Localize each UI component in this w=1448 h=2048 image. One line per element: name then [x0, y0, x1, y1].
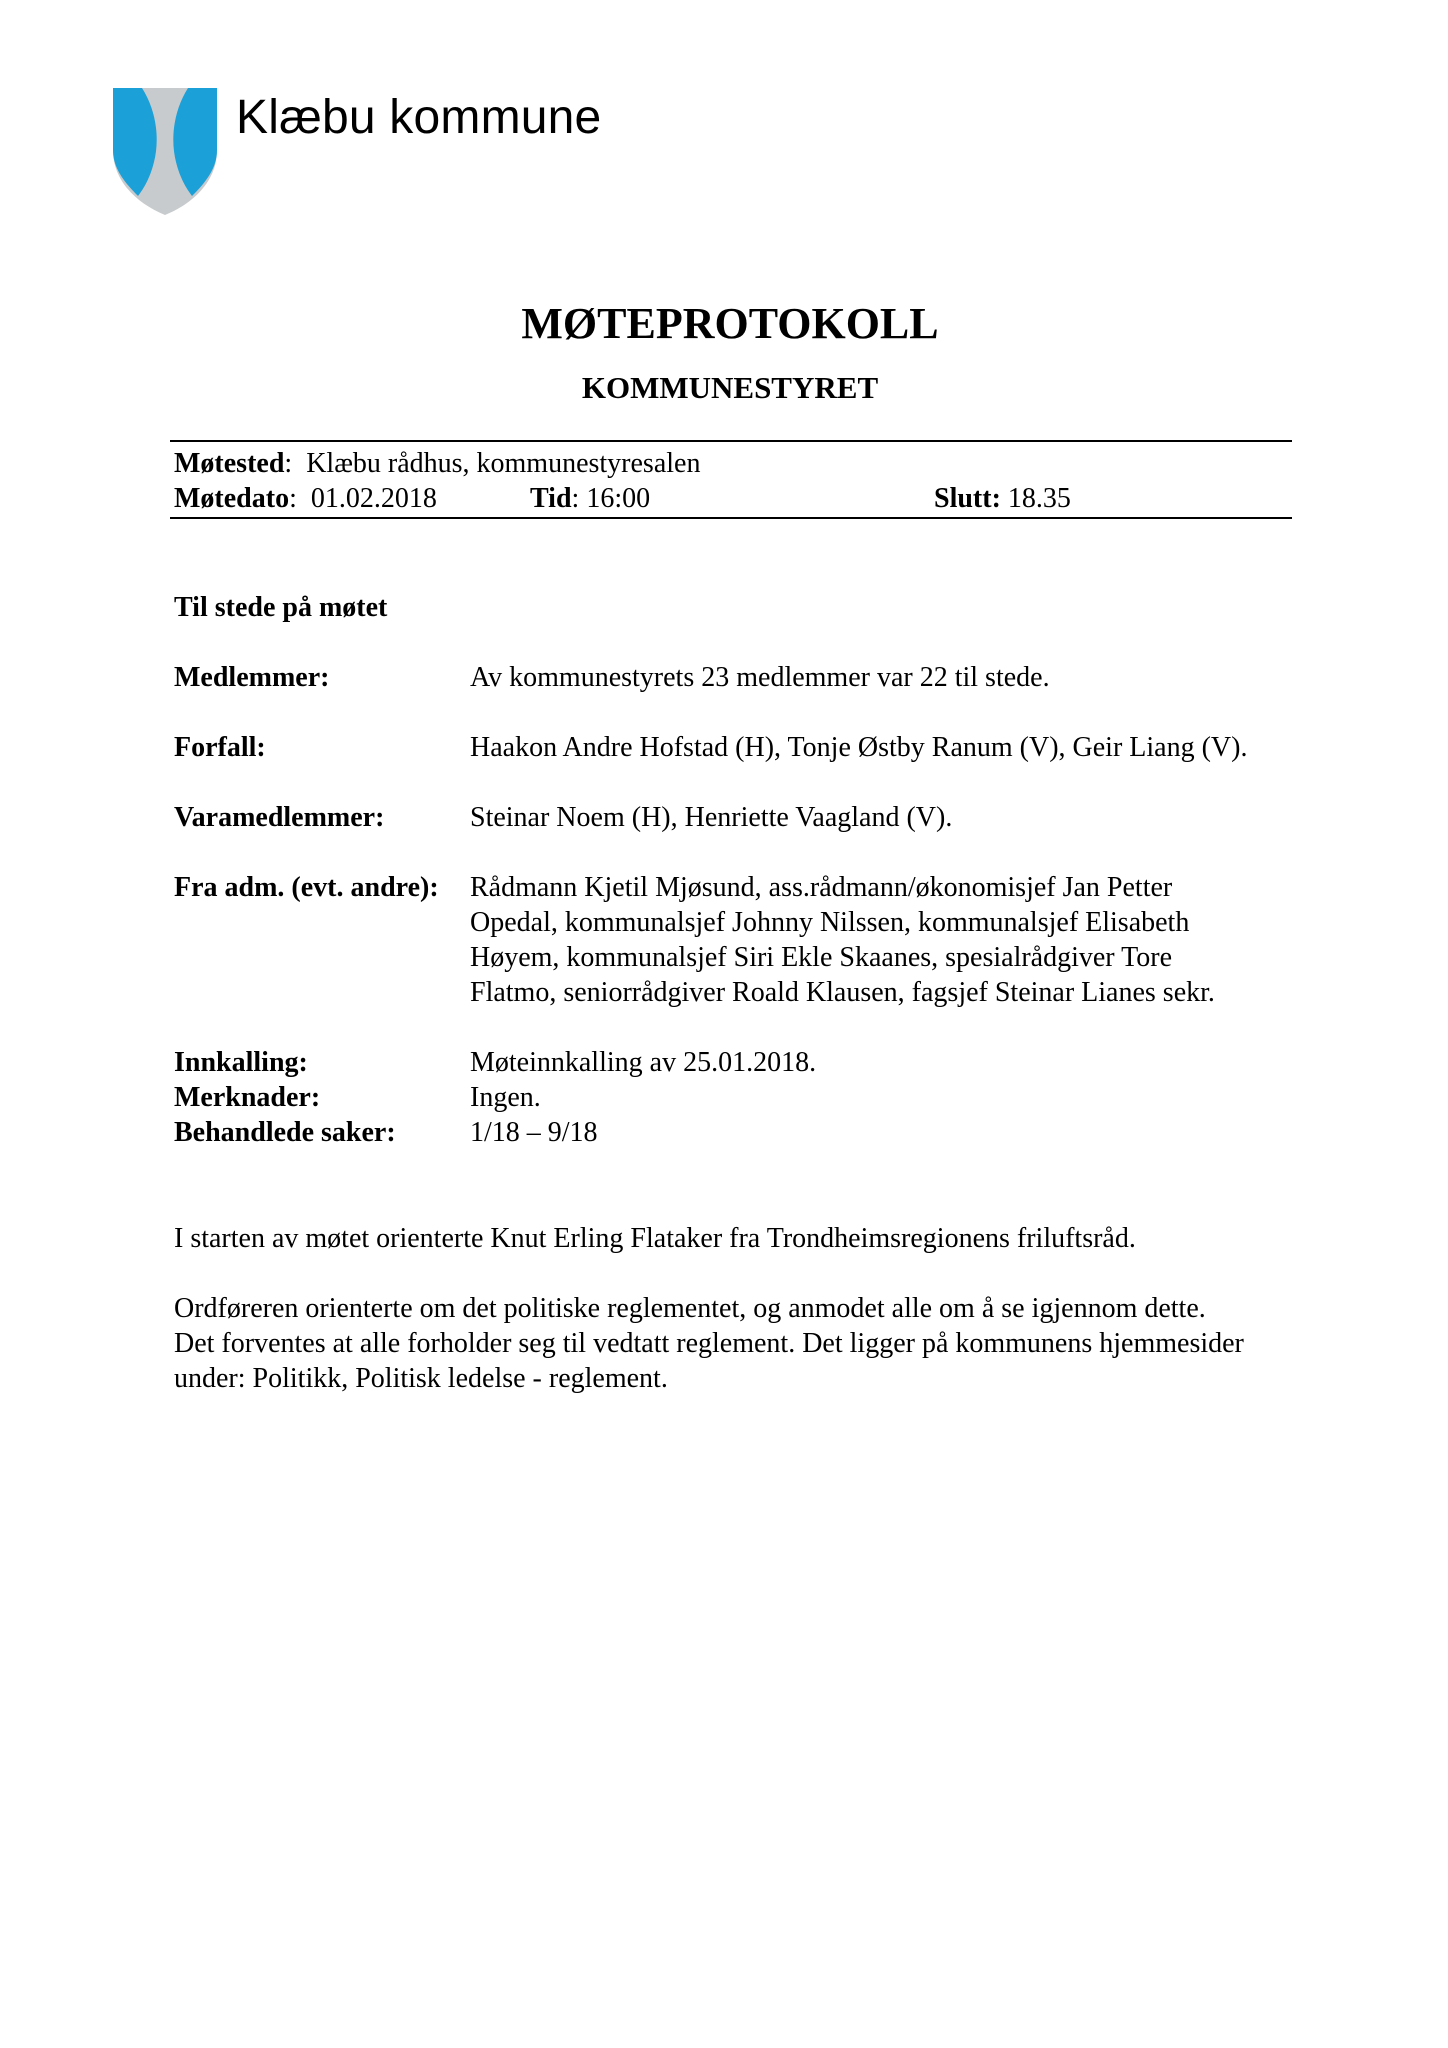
- klaebu-coat-of-arms-icon: [112, 86, 218, 216]
- attendance-heading: Til stede på møtet: [174, 592, 388, 623]
- meeting-place-row: Møtested: Klæbu rådhus, kommunestyresalen: [174, 448, 701, 479]
- meeting-end-label: Slutt:: [934, 483, 1001, 514]
- summons-label: Innkalling:: [174, 1047, 308, 1078]
- paragraph-line: Det forventes at alle forholder seg til vedtatt reglement. Det ligger på kommunens hjemmesider: [174, 1328, 1244, 1359]
- meeting-date-label: Møtedato: [174, 483, 290, 514]
- meeting-end-value: 18.35: [1007, 483, 1071, 514]
- cases-label: Behandlede saker:: [174, 1117, 396, 1148]
- members-value: Av kommunestyrets 23 medlemmer var 22 til stede.: [470, 662, 1050, 693]
- document-title: MØTEPROTOKOLL: [521, 299, 939, 348]
- admin-line: Høyem, kommunalsjef Siri Ekle Skaanes, spesialrådgiver Tore: [470, 942, 1173, 973]
- cases-value: 1/18 – 9/18: [470, 1117, 598, 1148]
- admin-line: Rådmann Kjetil Mjøsund, ass.rådmann/økonomisjef Jan Petter: [470, 872, 1173, 903]
- meeting-end-row: [934, 482, 1071, 516]
- admin-label: Fra adm. (evt. andre):: [174, 872, 439, 903]
- meeting-date-value: 01.02.2018: [310, 483, 437, 514]
- deputies-label: Varamedlemmer:: [174, 802, 385, 833]
- intro-paragraph: I starten av møtet orienterte Knut Erling Flataker fra Trondheimsregionens friluftsråd.: [174, 1223, 1136, 1254]
- meeting-time-value: 16:00: [586, 483, 651, 514]
- divider-top: [170, 440, 1292, 442]
- meeting-place-label: Møtested: [174, 448, 285, 479]
- remarks-label: Merknader:: [174, 1082, 321, 1113]
- regulation-paragraph: [174, 1291, 1314, 1396]
- admin-line: Flatmo, seniorrådgiver Roald Klausen, fagsjef Steinar Lianes sekr.: [470, 977, 1215, 1008]
- organization-name: Klæbu kommune: [236, 91, 602, 144]
- meeting-time-row: Tid: 16:00: [530, 483, 651, 514]
- divider-bottom: [170, 517, 1292, 519]
- paragraph-line: under: Politikk, Politisk ledelse - reglement.: [174, 1363, 668, 1394]
- absent-value: Haakon Andre Hofstad (H), Tonje Østby Ranum (V), Geir Liang (V).: [470, 732, 1248, 763]
- absent-label: Forfall:: [174, 732, 266, 763]
- meeting-place-value: Klæbu rådhus, kommunestyresalen: [306, 448, 701, 479]
- document-subtitle: KOMMUNESTYRET: [581, 370, 879, 405]
- members-label: Medlemmer:: [174, 662, 330, 693]
- admin-line: Opedal, kommunalsjef Johnny Nilssen, kommunalsjef Elisabeth: [470, 907, 1190, 938]
- deputies-value: Steinar Noem (H), Henriette Vaagland (V).: [470, 802, 953, 833]
- meeting-date-row: Møtedato: 01.02.2018: [174, 483, 437, 514]
- remarks-value: Ingen.: [470, 1082, 541, 1113]
- paragraph-line: Ordføreren orienterte om det politiske reglementet, og anmodet alle om å se igjennom dette.: [174, 1293, 1206, 1324]
- meeting-time-label: Tid: [530, 483, 572, 514]
- admin-value: [470, 870, 1300, 1010]
- summons-value: Møteinnkalling av 25.01.2018.: [470, 1047, 817, 1078]
